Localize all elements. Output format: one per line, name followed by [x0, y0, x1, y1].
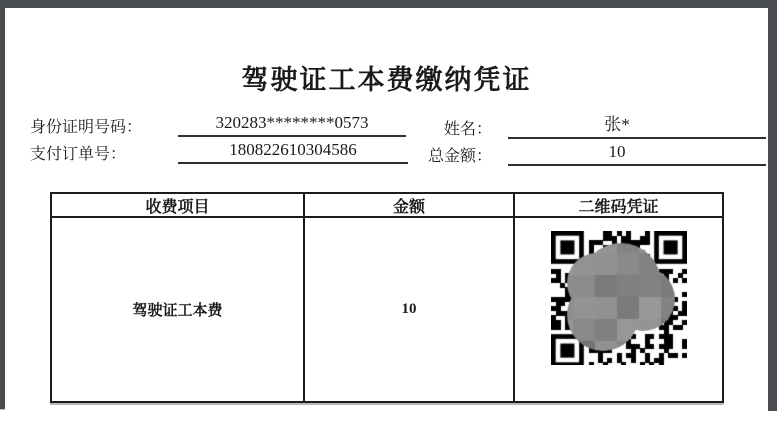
- order-number-value: 180822610304586: [178, 139, 408, 164]
- id-number-label: 身份证明号码：: [30, 119, 143, 136]
- id-number-value: 320283********0573: [178, 112, 406, 137]
- total-amount-label: 总金额：: [427, 148, 492, 165]
- table-row-amount: 10: [303, 218, 513, 401]
- table-row-fee-item: 驾驶证工本费: [132, 303, 223, 319]
- viewer-frame-top: [0, 0, 777, 8]
- column-header-fee-item: 收费项目: [52, 194, 303, 218]
- qr-code-masked-image: [551, 231, 687, 365]
- qr-code-container: [551, 231, 687, 365]
- total-amount-value: 10: [508, 141, 766, 166]
- column-header-amount: 金额: [303, 194, 513, 218]
- fee-table: [50, 192, 724, 403]
- table-row-qr-cell: [513, 218, 722, 401]
- name-value: 张*: [508, 114, 766, 139]
- name-label: 姓名：: [443, 121, 492, 138]
- viewer-frame-right: [768, 0, 777, 411]
- page-title: 驾驶证工本费缴纳凭证: [241, 65, 532, 95]
- column-header-qr-certificate: 二维码凭证: [513, 194, 722, 218]
- order-number-label: 支付订单号：: [30, 146, 127, 163]
